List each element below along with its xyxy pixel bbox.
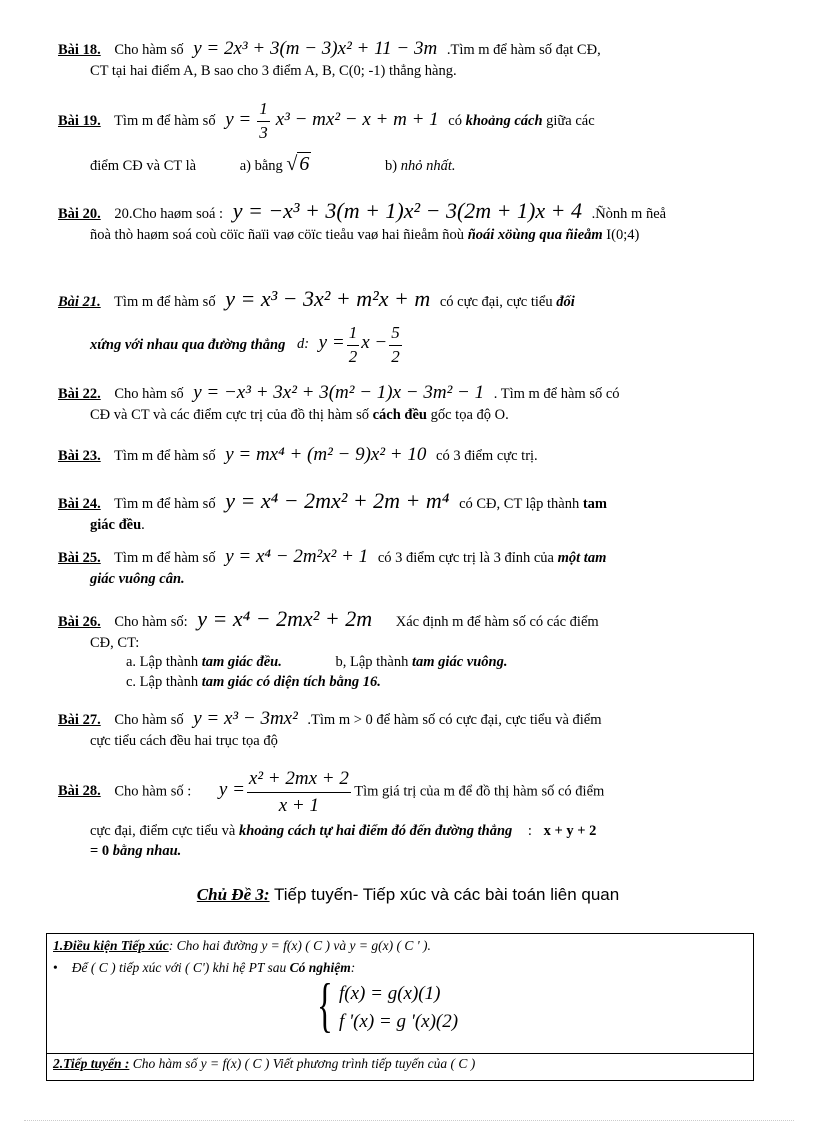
- box-row-3: [53, 1056, 475, 1072]
- problem-subline: [90, 322, 744, 369]
- option-c: c. Lập thành: [126, 673, 199, 690]
- problem-formula: y = x³ − 3x² + m²x + m: [225, 286, 431, 311]
- problem-subline: [90, 516, 744, 536]
- problem-formula: y = 2x³ + 3(m − 3)x² + 11 − 3m: [193, 38, 438, 59]
- problem-text: Cho hàm số:: [114, 614, 188, 630]
- sqrt: √ 6: [286, 152, 310, 175]
- problem-label: Bài 28.: [58, 783, 101, 800]
- problem-text: .Tìm m > 0 để hàm số có cực đại, cực tiểu và điểm: [307, 712, 602, 728]
- problem-19: [58, 98, 744, 178]
- fraction-numerator: 1: [347, 322, 360, 346]
- problem-text: Tìm m để hàm số: [114, 448, 216, 464]
- option-b: b, Lập thành: [335, 654, 409, 671]
- fraction-numerator: x² + 2mx + 2: [247, 766, 351, 793]
- problem-formula: y = x⁴ − 2m²x² + 1: [225, 546, 369, 567]
- definition-box: [46, 933, 754, 1081]
- problem-text: Xác định m để hàm số có các điểm: [395, 614, 599, 630]
- emphasis-text: giác vuông cân.: [90, 570, 185, 587]
- problem-formula-prefix: y =: [318, 332, 345, 354]
- emphasis-text: cách đều: [372, 406, 427, 423]
- problem-27: [58, 706, 744, 751]
- box-text: Cho hàm số y = f(x) ( C ) Viết phương trình tiếp tuyến của ( C ): [132, 1056, 476, 1071]
- problem-text: :: [527, 823, 532, 840]
- problem-text: .Tìm m để hàm số đạt CĐ,: [446, 42, 601, 58]
- sqrt-radicand: 6: [299, 152, 310, 175]
- option-b-text: tam giác vuông.: [412, 654, 508, 671]
- problem-label: Bài 26.: [58, 614, 101, 630]
- problem-26: [58, 604, 744, 692]
- problem-text: cực đại, điểm cực tiểu và: [90, 823, 236, 840]
- problem-text: CĐ, CT:: [90, 634, 140, 651]
- problem-18: [58, 36, 744, 81]
- box-separator: [47, 1053, 753, 1054]
- problem-formula: y = mx⁴ + (m² − 9)x² + 10: [225, 444, 427, 465]
- emphasis-text: khoảng cách tự hai điểm đó đến đường thẳng: [238, 823, 513, 840]
- problem-formula: x −: [361, 332, 388, 354]
- problem-subline: [90, 822, 744, 842]
- problem-label: Bài 27.: [58, 712, 101, 728]
- problem-formula-prefix: y =: [218, 779, 245, 801]
- equation-2: f '(x) = g '(x)(2): [339, 1011, 459, 1032]
- problem-text: Cho hàm số: [114, 712, 184, 728]
- problem-label: Bài 22.: [58, 386, 101, 402]
- brace: {: [317, 972, 333, 1038]
- fraction: [347, 322, 360, 369]
- problem-formula: y = −x³ + 3x² + 3(m² − 1)x − 3m² − 1: [193, 382, 485, 403]
- problem-text: có cực đại, cực tiểu: [439, 294, 553, 310]
- emphasis-text: bằng nhau.: [112, 842, 182, 859]
- fraction-denominator: x + 1: [278, 794, 319, 816]
- box-heading: 2.Tiếp tuyến :: [53, 1056, 130, 1071]
- line-equation: x + y + 2: [543, 823, 597, 840]
- box-heading: 1.Điều kiện Tiếp xúc: [53, 938, 169, 953]
- problem-formula: x³ − mx² − x + m + 1: [275, 108, 439, 130]
- fraction: [257, 98, 270, 145]
- problem-text: I(0;4): [606, 226, 640, 243]
- problem-text: Cho hàm số :: [114, 783, 192, 800]
- emphasis-text: xứng với nhau qua đường thẳng: [90, 336, 286, 353]
- problem-text: Tìm m để hàm số: [114, 294, 216, 310]
- fraction-numerator: 5: [389, 322, 402, 346]
- emphasis-text: ñoái xöùng qua: [467, 226, 562, 243]
- line-equation: = 0: [90, 842, 110, 859]
- problem-text: Tìm m để hàm số: [114, 550, 216, 566]
- problem-text: .: [141, 516, 145, 533]
- problem-label: Bài 25.: [58, 550, 101, 566]
- fraction: [247, 766, 351, 818]
- problem-label: Bài 21.: [58, 294, 101, 310]
- page-bottom-rule: [24, 1120, 794, 1121]
- problem-20: [58, 196, 744, 245]
- fraction-numerator: 1: [257, 98, 270, 122]
- fraction: [389, 322, 402, 369]
- problem-text: gốc tọa độ O.: [430, 406, 509, 423]
- option-b: b): [385, 157, 398, 174]
- problem-subline: [90, 842, 744, 862]
- problem-subline: [90, 406, 744, 426]
- box-emphasis: Có nghiệm: [289, 960, 351, 975]
- problem-label: Bài 24.: [58, 496, 101, 512]
- problem-text: có CĐ, CT lập thành: [459, 496, 580, 512]
- problem-text: có: [448, 112, 462, 129]
- fraction-denominator: 2: [391, 346, 400, 366]
- topic-heading: [0, 885, 816, 905]
- problem-formula-prefix: y =: [225, 108, 252, 130]
- emphasis-text: đối: [556, 294, 575, 310]
- emphasis-text: một tam: [557, 550, 607, 566]
- problem-subline: [90, 151, 744, 178]
- problem-text: ñoà thò haøm soá coù cöïc ñaïi vaø cöïc tieåu vaø hai ñieåm ñoù: [90, 226, 465, 243]
- box-text: Để ( C ) tiếp xúc với ( C') khi hệ PT sau: [71, 960, 287, 975]
- problem-label: Bài 20.: [58, 206, 101, 222]
- problem-22: [58, 380, 744, 425]
- problem-text: .Ñònh m ñeå: [591, 206, 667, 222]
- problem-25: [58, 544, 744, 589]
- problem-text: Tìm giá trị của m để đồ thị hàm số có điểm: [354, 783, 605, 800]
- problem-formula: y = −x³ + 3(m + 1)x² − 3(2m + 1)x + 4: [232, 198, 582, 223]
- problem-label: Bài 18.: [58, 42, 101, 58]
- problem-text: có 3 điểm cực trị là 3 đỉnh của: [377, 550, 554, 566]
- problem-formula: y = x⁴ − 2mx² + 2m: [197, 606, 373, 631]
- problem-label: Bài 23.: [58, 448, 101, 464]
- option-c-text: tam giác có diện tích bằng 16.: [201, 673, 381, 690]
- line-label: d:: [296, 336, 310, 353]
- bullet-icon: •: [53, 960, 58, 975]
- problem-text: Cho hàm số: [114, 42, 184, 58]
- box-row-1: [53, 938, 431, 954]
- problem-text: Tìm m để hàm số: [114, 112, 216, 129]
- option-a-text: tam giác đều.: [201, 654, 282, 671]
- problem-23: [58, 442, 744, 468]
- option-b-text: nhỏ nhất.: [400, 157, 456, 174]
- problem-formula: y = x³ − 3mx²: [193, 708, 298, 729]
- fraction-denominator: 2: [348, 346, 358, 366]
- topic-title: Tiếp tuyến- Tiếp xúc và các bài toán liên quan: [273, 885, 620, 904]
- topic-label: Chủ Đề 3:: [196, 885, 270, 904]
- box-text: : Cho hai đường y = f(x) ( C ) và y = g(x) ( C ' ).: [168, 938, 431, 953]
- problem-label: Bài 19.: [58, 112, 101, 129]
- emphasis-text: giác đều: [90, 516, 142, 533]
- problem-text: 20.Cho haøm soá :: [114, 206, 224, 222]
- box-row-2: • Để ( C ) tiếp xúc với ( C') khi hệ PT sau Có nghiệm:: [53, 960, 356, 975]
- problem-text: CĐ và CT và các điểm cực trị của đồ thị hàm số: [90, 406, 369, 423]
- problem-subline: [126, 653, 744, 673]
- problem-text: . Tìm m để hàm số có: [493, 386, 620, 402]
- emphasis-text: ñieåm: [565, 226, 603, 243]
- problem-text: điểm CĐ và CT là: [90, 157, 197, 174]
- problem-formula: y = x⁴ − 2mx² + 2m + m⁴: [225, 488, 450, 513]
- emphasis-text: khoảng cách: [465, 112, 543, 129]
- problem-subline: [126, 673, 744, 693]
- problem-21: [58, 284, 744, 369]
- option-a: a) bằng: [239, 157, 283, 174]
- problem-text: Tìm m để hàm số: [114, 496, 216, 512]
- problem-text: có 3 điểm cực trị.: [436, 448, 538, 464]
- problem-text: CT tại hai điểm A, B sao cho 3 điểm A, B, C(0; -1) thẳng hàng.: [90, 62, 457, 79]
- option-a: a. Lập thành: [126, 654, 199, 671]
- problem-subline: [90, 226, 744, 246]
- emphasis-text: tam: [582, 496, 608, 512]
- problem-24: [58, 486, 744, 535]
- problem-28: [58, 766, 744, 861]
- problem-text: Cho hàm số: [114, 386, 184, 402]
- equation-1: f(x) = g(x)(1): [339, 983, 441, 1004]
- fraction-denominator: 3: [259, 122, 268, 142]
- problem-text: giữa các: [546, 112, 595, 129]
- problem-text: cực tiểu cách đều hai trục tọa độ: [90, 732, 278, 749]
